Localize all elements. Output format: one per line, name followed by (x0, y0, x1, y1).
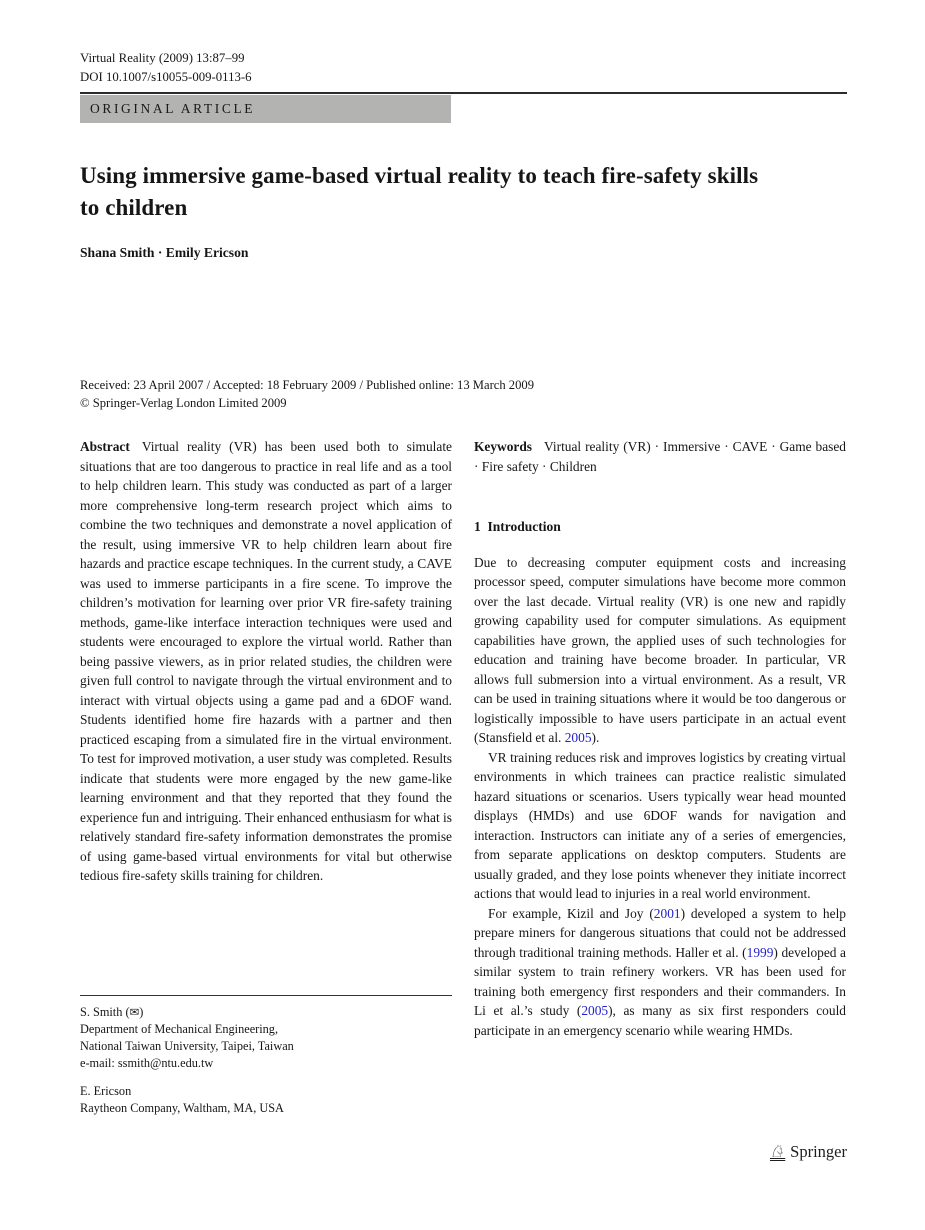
received-line: Received: 23 April 2007 / Accepted: 18 February 2009 / Published online: 13 March 2009 (80, 378, 534, 392)
springer-logo (770, 1142, 847, 1162)
journal-header (80, 49, 252, 86)
header-rule (80, 92, 847, 94)
intro-paragraph-1 (474, 553, 846, 748)
citation-stansfield-2005-link[interactable]: 2005 (564, 730, 592, 745)
left-column (80, 437, 452, 1040)
paragraph-text: ). (591, 730, 600, 745)
affiliation-line: Department of Mechanical Engineering, (80, 1022, 279, 1036)
dates-block (80, 377, 534, 412)
keywords-paragraph (474, 437, 846, 476)
paragraph-text: For example, Kizil and Joy ( (488, 905, 654, 921)
introduction-heading: 1 Introduction (474, 519, 561, 534)
body-columns (80, 437, 847, 1040)
footnote-author-1 (80, 1004, 452, 1072)
intro-paragraph-3 (474, 904, 846, 1041)
citation-haller-1999-link[interactable]: 1999 (746, 944, 774, 960)
intro-paragraph-2: VR training reduces risk and improves logistics by creating virtual environments in which trainees can practice realistic simulated hazard situations or scenarios. Users typically wear head mounted displays (HMDs) and use 6DOF wands for navigation and interaction. Instructors can initiate any of a series of emergencies, from separate applications on desktop computers. Students are usually graded, and they lose points whenever they initiate incorrect actions that would lead to injuries in a real world environment. (474, 749, 846, 901)
author-name-line: E. Ericson (80, 1084, 132, 1098)
journal-volume-line: Virtual Reality (2009) 13:87–99 (80, 51, 245, 65)
keywords-text: Virtual reality (VR) · Immersive · CAVE · Game based · Fire safety · Children (474, 439, 846, 474)
article-type-banner (80, 95, 451, 123)
copyright-line: © Springer-Verlag London Limited 2009 (80, 395, 287, 410)
paragraph-text: ), as many as six first responders could participate in an emergency scenario while wearing HMDs. (474, 1003, 846, 1038)
springer-logo-text: Springer (790, 1142, 847, 1161)
springer-knight-icon: ♘ (769, 1141, 786, 1162)
abstract-text: Virtual reality (VR) has been used both to simulate situations that are too dangerous to practice in real life and as a tool to help children learn. This study was conducted as part of a larger more comprehensive long-term research project which aims to combine the two techniques and demonstrate a novel application of the result, using immersive VR to help children learn about fire hazards and practice escape techniques. In the current study, a CAVE was used to immerse participants in a fire scene. To improve the children’s motivation for learning over prior VR fire-safety training methods, game-like interface interaction techniques were used and students were encouraged to explore the virtual world. Rather than being passive viewers, as in prior related studies, the children were given full control to navigate through the virtual environment and to interact with virtual objects using a game pad and a 6DOF wand. Students identified home fire hazards with a partner and then practiced escaping from a simulated fire in the virtual environment. To test for improved motivation, a user study was completed. Results indicate that students were more engaged by the new game-like learning environment and that they reported that they found the experience fun and intriguing. Their enhanced enthusiasm for what is relatively standard fire-safety information demonstrates the promise of using game-based virtual environments for vital but otherwise tedious fire-safety skills training for children. (80, 439, 452, 883)
citation-kizil-joy-2001-link[interactable]: 2001 (653, 905, 681, 921)
article-type-label: ORIGINAL ARTICLE (90, 101, 256, 116)
abstract-label: Abstract (80, 439, 130, 454)
abstract-paragraph (80, 437, 452, 886)
envelope-icon: ✉ (129, 1005, 140, 1019)
affiliation-line: National Taiwan University, Taipei, Taiwan (80, 1039, 294, 1053)
corresponding-author-name: S. Smith ( (80, 1005, 130, 1019)
paper-title: Using immersive game-based virtual reality to teach fire-safety skills to children (80, 163, 759, 220)
paragraph-text: ) developed a similar system to train refinery workers. VR has been used for training both emergency first responders and their commanders. In Li et al.’s study ( (474, 944, 846, 1018)
right-column (474, 437, 846, 1040)
authors-line: Shana Smith · Emily Ericson (80, 245, 249, 260)
paragraph-text: ) developed a system to help prepare miners for dangerous situations that could not be addressed through traditional training methods. Haller et al. ( (474, 905, 846, 960)
author-footnote (80, 995, 452, 1128)
corresponding-author-name-close: ) (139, 1005, 144, 1019)
affiliation-line: Raytheon Company, Waltham, MA, USA (80, 1101, 284, 1115)
keywords-label: Keywords (474, 439, 533, 454)
email-line: e-mail: ssmith@ntu.edu.tw (80, 1056, 214, 1070)
paragraph-text: Due to decreasing computer equipment costs and increasing processor speed, computer simulations have become more common over the last decade. Virtual reality (VR) is one new and rapidly growing capability used for computer simulations. As equipment capabilities have grown, the applied uses of such technologies for education and training have become broader. In particular, VR allows full submersion into a virtual environment. As a result, VR can be used in training situations where it would be too dangerous or logistically impossible to have users participate in an actual event (Stansfield et al. (474, 554, 846, 745)
corresponding-author-line (80, 1004, 452, 1021)
footnote-author-2 (80, 1083, 452, 1117)
doi-line: DOI 10.1007/s10055-009-0113-6 (80, 69, 252, 84)
citation-li-2005-link[interactable]: 2005 (581, 1003, 609, 1018)
